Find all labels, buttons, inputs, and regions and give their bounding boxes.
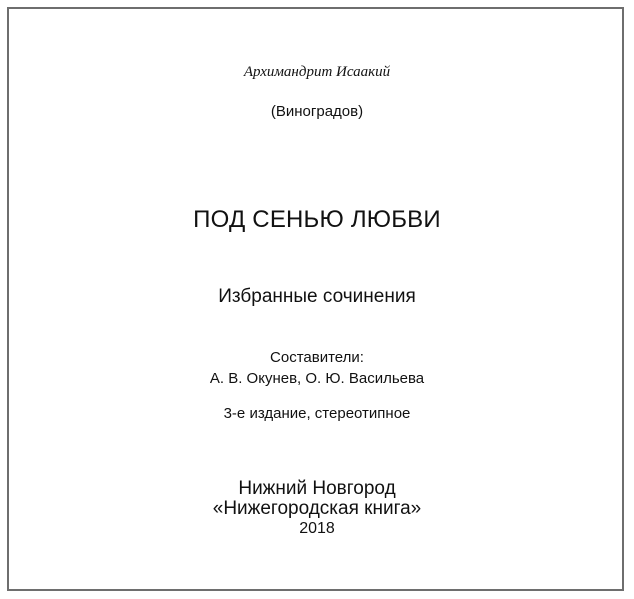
book-title: ПОД СЕНЬЮ ЛЮБВИ	[193, 206, 441, 233]
publication-city: Нижний Новгород	[238, 478, 396, 499]
author-name: Архимандрит Исаакий	[243, 64, 391, 80]
author-secular-name: (Виноградов)	[270, 103, 364, 120]
edition-info: 3-е издание, стереотипное	[223, 405, 411, 422]
publisher-name: «Нижегородская книга»	[212, 498, 422, 519]
book-subtitle: Избранные сочинения	[218, 286, 416, 307]
compilers-names: А. В. Окунев, О. Ю. Васильева	[209, 370, 425, 387]
publication-year: 2018	[299, 520, 335, 537]
compilers-label: Составители:	[270, 349, 364, 366]
